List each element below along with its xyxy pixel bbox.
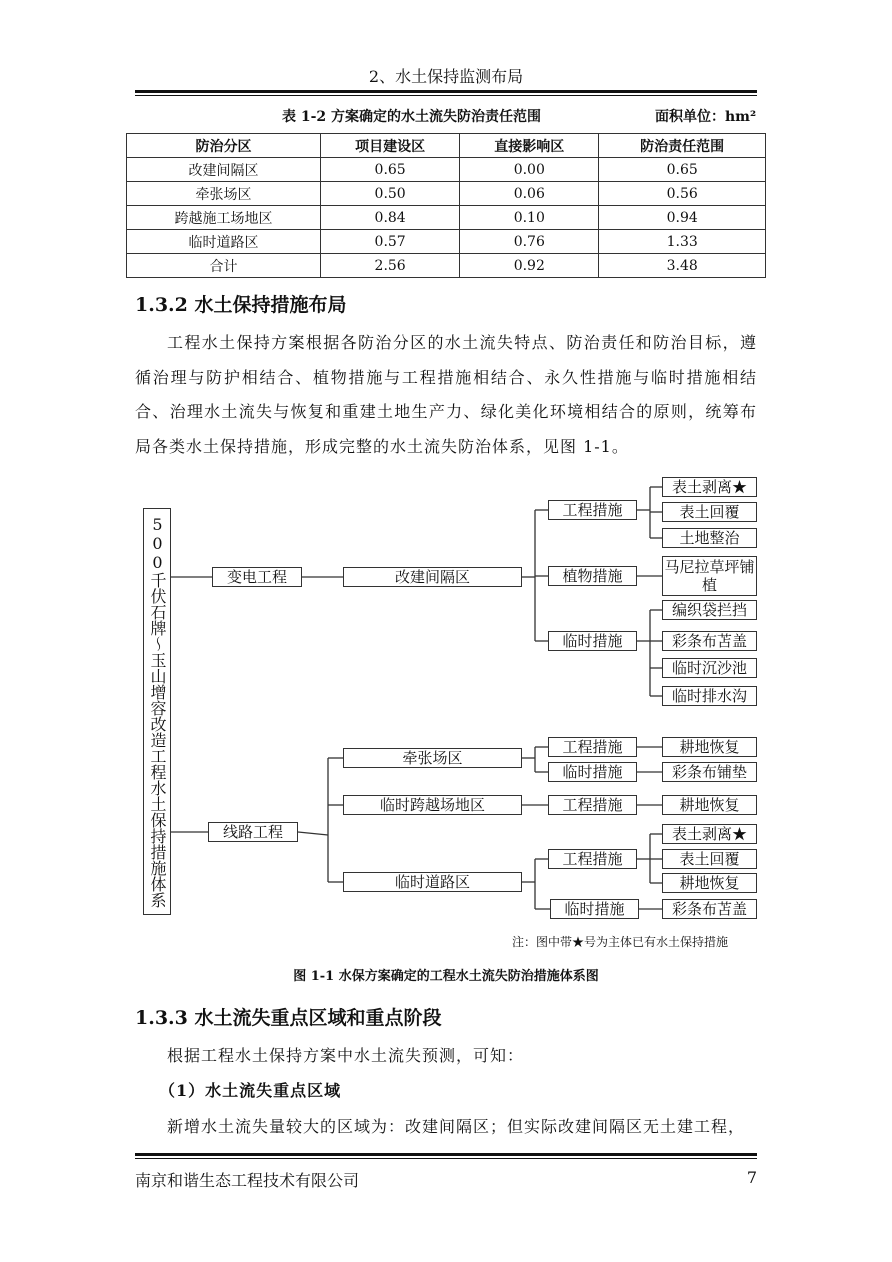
diagram-node: 马尼拉草坪铺植 bbox=[662, 556, 757, 596]
diagram-node: 临时排水沟 bbox=[662, 686, 757, 706]
table-cell: 临时道路区 bbox=[127, 230, 321, 254]
company-name: 南京和谐生态工程技术有限公司 bbox=[135, 1171, 360, 1190]
diagram-node: 变电工程 bbox=[212, 567, 302, 587]
table-title: 表 1-2 方案确定的水土流失防治责任范围 bbox=[282, 109, 542, 125]
diagram-node: 牵张场区 bbox=[343, 748, 522, 768]
table-cell: 合计 bbox=[127, 254, 321, 278]
diagram-node: 临时跨越场地区 bbox=[343, 795, 522, 815]
table-cell: 3.48 bbox=[599, 254, 766, 278]
paragraph: 新增水土流失量较大的区域为：改建间隔区；但实际改建间隔区无土建工程， bbox=[167, 1117, 746, 1136]
diagram-node: 耕地恢复 bbox=[662, 737, 757, 757]
column-header: 直接影响区 bbox=[460, 134, 599, 158]
diagram-node: 临时沉沙池 bbox=[662, 658, 757, 678]
table-cell: 2.56 bbox=[321, 254, 460, 278]
table-cell: 0.92 bbox=[460, 254, 599, 278]
diagram-node: 工程措施 bbox=[548, 737, 637, 757]
table-cell: 0.65 bbox=[599, 158, 766, 182]
table-unit: 面积单位：hm² bbox=[655, 109, 757, 125]
table-cell: 0.00 bbox=[460, 158, 599, 182]
column-header: 防治分区 bbox=[127, 134, 321, 158]
diagram-node: 工程措施 bbox=[548, 849, 637, 869]
diagram-node: 编织袋拦挡 bbox=[662, 600, 757, 620]
diagram-node: 工程措施 bbox=[548, 500, 637, 520]
table-cell: 0.65 bbox=[321, 158, 460, 182]
diagram-note: 注：图中带★号为主体已有水土保持措施 bbox=[512, 935, 729, 949]
diagram-node: 临时道路区 bbox=[343, 872, 522, 892]
diagram-node: 临时措施 bbox=[550, 899, 639, 919]
paragraph: 根据工程水土保持方案中水土流失预测，可知： bbox=[167, 1046, 525, 1065]
diagram-node: 改建间隔区 bbox=[343, 567, 522, 587]
table-cell: 0.56 bbox=[599, 182, 766, 206]
diagram-node: 表土回覆 bbox=[662, 502, 757, 522]
table-cell: 改建间隔区 bbox=[127, 158, 321, 182]
table-cell: 0.06 bbox=[460, 182, 599, 206]
diagram-node: 彩条布铺垫 bbox=[662, 762, 757, 782]
diagram-node: 表土剥离★ bbox=[662, 824, 757, 844]
diagram-node: 工程措施 bbox=[548, 795, 637, 815]
diagram-node: 临时措施 bbox=[548, 631, 637, 651]
footer-divider bbox=[135, 1153, 757, 1159]
diagram-node: 表土剥离★ bbox=[662, 477, 757, 497]
table-cell: 0.94 bbox=[599, 206, 766, 230]
diagram-node: 彩条布苫盖 bbox=[662, 899, 757, 919]
subheading: （1）水土流失重点区域 bbox=[159, 1081, 342, 1100]
table-cell: 0.84 bbox=[321, 206, 460, 230]
table-cell: 1.33 bbox=[599, 230, 766, 254]
diagram-node: 耕地恢复 bbox=[662, 795, 757, 815]
table-cell: 牵张场区 bbox=[127, 182, 321, 206]
diagram-node: 彩条布苫盖 bbox=[662, 631, 757, 651]
connector-line bbox=[298, 832, 328, 835]
table-cell: 跨越施工场地区 bbox=[127, 206, 321, 230]
footer bbox=[135, 1168, 757, 1191]
diagram-root-node: 500千伏石牌～玉山增容改造工程水土保持措施体系 bbox=[143, 508, 171, 915]
diagram-node: 植物措施 bbox=[548, 566, 637, 586]
diagram-node: 土地整治 bbox=[662, 528, 757, 548]
section-heading: 1.3.3 水土流失重点区域和重点阶段 bbox=[135, 1007, 442, 1029]
diagram-node: 耕地恢复 bbox=[662, 873, 757, 893]
figure-caption: 图 1-1 水保方案确定的工程水土流失防治措施体系图 bbox=[293, 969, 599, 984]
page-number: 7 bbox=[746, 1168, 757, 1187]
table-cell: 0.57 bbox=[321, 230, 460, 254]
section-heading: 1.3.2 水土保持措施布局 bbox=[135, 294, 347, 316]
running-header: 2、水土保持监测布局 bbox=[368, 67, 524, 86]
column-header: 防治责任范围 bbox=[599, 134, 766, 158]
paragraph: 工程水土保持方案根据各防治分区的水土流失特点、防治责任和防治目标，遵循治理与防护相结合、植物措施与工程措施相结合、永久性措施与临时措施相结合、治理水土流失与恢复和重建土地生产力、绿化美化环境相结合的原则，统筹布局各类水土保持措施，形成完整的水土流失防治体系，见图 1-1。 bbox=[135, 333, 757, 456]
diagram-node: 临时措施 bbox=[548, 762, 637, 782]
table-cell: 0.76 bbox=[460, 230, 599, 254]
table-cell: 0.10 bbox=[460, 206, 599, 230]
diagram-node: 表土回覆 bbox=[662, 849, 757, 869]
table-cell: 0.50 bbox=[321, 182, 460, 206]
column-header: 项目建设区 bbox=[321, 134, 460, 158]
diagram-node: 线路工程 bbox=[208, 822, 298, 842]
